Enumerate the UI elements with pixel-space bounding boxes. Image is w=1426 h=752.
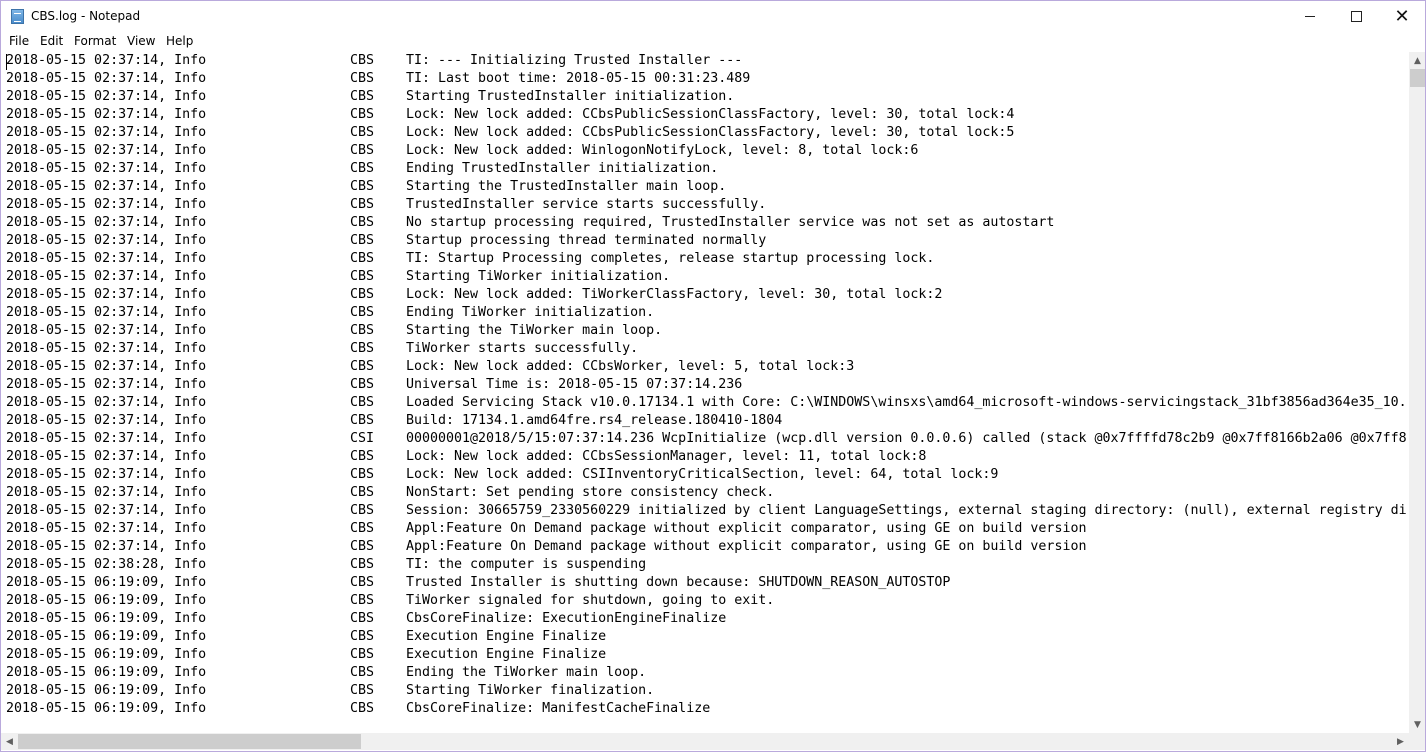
log-message: No startup processing required, TrustedInstaller service was not set as autostart — [406, 215, 1055, 230]
log-message: Starting TiWorker finalization. — [406, 683, 655, 698]
log-timestamp: 2018-05-15 02:37:14, Info — [6, 521, 207, 536]
log-timestamp: 2018-05-15 06:19:09, Info — [6, 629, 207, 644]
minimize-button[interactable] — [1287, 1, 1333, 32]
log-source: CBS — [350, 233, 375, 248]
menu-format[interactable]: Format — [74, 34, 117, 48]
log-source: CBS — [350, 611, 375, 626]
maximize-icon — [1351, 11, 1362, 22]
log-timestamp: 2018-05-15 02:37:14, Info — [6, 305, 207, 320]
log-timestamp: 2018-05-15 02:37:14, Info — [6, 269, 207, 284]
log-timestamp: 2018-05-15 02:38:28, Info — [6, 557, 207, 572]
log-message: Trusted Installer is shutting down because: SHUTDOWN_REASON_AUTOSTOP — [406, 575, 951, 590]
log-source: CBS — [350, 305, 375, 320]
log-message: Lock: New lock added: CCbsSessionManager, level: 11, total lock:8 — [406, 449, 927, 464]
notepad-icon — [11, 9, 24, 24]
log-timestamp: 2018-05-15 02:37:14, Info — [6, 539, 207, 554]
log-message: Starting the TiWorker main loop. — [406, 323, 663, 338]
log-timestamp: 2018-05-15 02:37:14, Info — [6, 161, 207, 176]
log-timestamp: 2018-05-15 06:19:09, Info — [6, 611, 207, 626]
log-message: Lock: New lock added: WinlogonNotifyLock, level: 8, total lock:6 — [406, 143, 919, 158]
log-message: Ending the TiWorker main loop. — [406, 665, 647, 680]
log-source: CBS — [350, 413, 375, 428]
log-source: CBS — [350, 269, 375, 284]
scroll-up-arrow-icon[interactable]: ▲ — [1414, 55, 1421, 66]
log-timestamp: 2018-05-15 06:19:09, Info — [6, 575, 207, 590]
scroll-left-arrow-icon[interactable]: ◀ — [6, 736, 13, 747]
log-source: CBS — [350, 467, 375, 482]
log-message: TI: the computer is suspending — [406, 557, 647, 572]
log-timestamp: 2018-05-15 02:37:14, Info — [6, 233, 207, 248]
log-message: Session: 30665759_2330560229 initialized by client LanguageSettings, external staging directory: (null), external registry di — [406, 503, 1407, 518]
log-source: CBS — [350, 341, 375, 356]
log-timestamp: 2018-05-15 06:19:09, Info — [6, 593, 207, 608]
menu-view[interactable]: View — [127, 34, 156, 48]
log-timestamp: 2018-05-15 06:19:09, Info — [6, 683, 207, 698]
maximize-button[interactable] — [1333, 1, 1379, 32]
minimize-icon — [1305, 16, 1315, 17]
menu-help[interactable]: Help — [166, 34, 194, 48]
log-source: CBS — [350, 629, 375, 644]
log-source: CBS — [350, 521, 375, 536]
log-source: CBS — [350, 539, 375, 554]
log-timestamp: 2018-05-15 02:37:14, Info — [6, 143, 207, 158]
log-source: CBS — [350, 701, 375, 716]
log-timestamp: 2018-05-15 06:19:09, Info — [6, 665, 207, 680]
log-message: Starting TrustedInstaller initialization. — [406, 89, 735, 104]
log-timestamp: 2018-05-15 02:37:14, Info — [6, 251, 207, 266]
log-timestamp: 2018-05-15 02:37:14, Info — [6, 503, 207, 518]
log-message: TI: --- Initializing Trusted Installer --- — [406, 53, 743, 68]
log-source: CBS — [350, 377, 375, 392]
scroll-right-arrow-icon[interactable]: ▶ — [1397, 736, 1404, 747]
log-timestamp: 2018-05-15 02:37:14, Info — [6, 323, 207, 338]
log-message: Execution Engine Finalize — [406, 629, 607, 644]
log-source: CBS — [350, 161, 375, 176]
log-source: CBS — [350, 485, 375, 500]
log-source: CBS — [350, 647, 375, 662]
log-source: CBS — [350, 197, 375, 212]
log-source: CBS — [350, 71, 375, 86]
log-timestamp: 2018-05-15 02:37:14, Info — [6, 215, 207, 230]
log-source: CBS — [350, 395, 375, 410]
log-source: CBS — [350, 449, 375, 464]
log-message: TiWorker starts successfully. — [406, 341, 639, 356]
log-message: 00000001@2018/5/15:07:37:14.236 WcpInitialize (wcp.dll version 0.0.0.6) called (stack @0x7ffffd78c2b9 @0x7ff8166b2a06 @0x7ff8 — [406, 431, 1407, 446]
log-timestamp: 2018-05-15 02:37:14, Info — [6, 53, 207, 68]
log-message: NonStart: Set pending store consistency check. — [406, 485, 775, 500]
log-timestamp: 2018-05-15 02:37:14, Info — [6, 449, 207, 464]
log-message: Lock: New lock added: CCbsPublicSessionClassFactory, level: 30, total lock:4 — [406, 107, 1015, 122]
log-timestamp: 2018-05-15 06:19:09, Info — [6, 647, 207, 662]
log-source: CBS — [350, 107, 375, 122]
close-icon: ✕ — [1394, 5, 1410, 27]
log-timestamp: 2018-05-15 02:37:14, Info — [6, 179, 207, 194]
log-source: CBS — [350, 89, 375, 104]
log-source: CBS — [350, 53, 375, 68]
log-message: Universal Time is: 2018-05-15 07:37:14.236 — [406, 377, 743, 392]
menu-file[interactable]: File — [9, 34, 30, 48]
log-timestamp: 2018-05-15 02:37:14, Info — [6, 287, 207, 302]
log-source: CBS — [350, 323, 375, 338]
log-source: CBS — [350, 287, 375, 302]
menu-bar — [1, 32, 1425, 52]
scroll-down-arrow-icon[interactable]: ▼ — [1414, 719, 1421, 730]
log-timestamp: 2018-05-15 02:37:14, Info — [6, 377, 207, 392]
vertical-scroll-thumb[interactable] — [1410, 69, 1425, 87]
log-timestamp: 2018-05-15 02:37:14, Info — [6, 395, 207, 410]
log-source: CSI — [350, 431, 375, 446]
log-message: Execution Engine Finalize — [406, 647, 607, 662]
log-source: CBS — [350, 575, 375, 590]
log-message: Ending TiWorker initialization. — [406, 305, 655, 320]
log-message: TrustedInstaller service starts successfully. — [406, 197, 767, 212]
log-source: CBS — [350, 665, 375, 680]
horizontal-scroll-thumb[interactable] — [18, 734, 361, 749]
log-message: TiWorker signaled for shutdown, going to exit. — [406, 593, 775, 608]
horizontal-scrollbar[interactable] — [1, 733, 1409, 750]
close-button[interactable] — [1379, 1, 1425, 32]
log-timestamp: 2018-05-15 02:37:14, Info — [6, 359, 207, 374]
log-message: Ending TrustedInstaller initialization. — [406, 161, 719, 176]
log-timestamp: 2018-05-15 02:37:14, Info — [6, 197, 207, 212]
log-timestamp: 2018-05-15 02:37:14, Info — [6, 413, 207, 428]
log-message: CbsCoreFinalize: ExecutionEngineFinalize — [406, 611, 727, 626]
log-timestamp: 2018-05-15 02:37:14, Info — [6, 71, 207, 86]
log-message: Starting TiWorker initialization. — [406, 269, 671, 284]
log-source: CBS — [350, 359, 375, 374]
log-timestamp: 2018-05-15 02:37:14, Info — [6, 89, 207, 104]
log-message: Build: 17134.1.amd64fre.rs4_release.180410-1804 — [406, 413, 783, 428]
log-source: CBS — [350, 593, 375, 608]
window-title: CBS.log - Notepad — [31, 9, 141, 23]
log-timestamp: 2018-05-15 02:37:14, Info — [6, 467, 207, 482]
log-message: Lock: New lock added: CCbsPublicSessionClassFactory, level: 30, total lock:5 — [406, 125, 1015, 140]
log-message: Loaded Servicing Stack v10.0.17134.1 with Core: C:\WINDOWS\winsxs\amd64_microsoft-windows-servicingstack_31bf3856ad364e35_10. — [406, 395, 1407, 410]
menu-edit[interactable]: Edit — [40, 34, 64, 48]
log-timestamp: 2018-05-15 02:37:14, Info — [6, 125, 207, 140]
log-timestamp: 2018-05-15 02:37:14, Info — [6, 107, 207, 122]
scrollbar-corner — [1409, 733, 1426, 750]
log-source: CBS — [350, 125, 375, 140]
vertical-scrollbar[interactable] — [1409, 52, 1426, 733]
log-timestamp: 2018-05-15 02:37:14, Info — [6, 341, 207, 356]
log-message: Appl:Feature On Demand package without explicit comparator, using GE on build version — [406, 521, 1087, 536]
log-timestamp: 2018-05-15 02:37:14, Info — [6, 431, 207, 446]
log-message: Lock: New lock added: CCbsWorker, level: 5, total lock:3 — [406, 359, 855, 374]
log-source: CBS — [350, 179, 375, 194]
log-source: CBS — [350, 683, 375, 698]
log-source: CBS — [350, 557, 375, 572]
log-source: CBS — [350, 215, 375, 230]
log-timestamp: 2018-05-15 02:37:14, Info — [6, 485, 207, 500]
log-message: Startup processing thread terminated normally — [406, 233, 767, 248]
log-message: Appl:Feature On Demand package without explicit comparator, using GE on build version — [406, 539, 1087, 554]
log-message: Lock: New lock added: CSIInventoryCriticalSection, level: 64, total lock:9 — [406, 467, 999, 482]
log-message: Lock: New lock added: TiWorkerClassFactory, level: 30, total lock:2 — [406, 287, 943, 302]
title-bar[interactable] — [1, 1, 1425, 32]
text-editor[interactable] — [1, 52, 1409, 733]
log-message: CbsCoreFinalize: ManifestCacheFinalize — [406, 701, 711, 716]
log-source: CBS — [350, 143, 375, 158]
log-source: CBS — [350, 503, 375, 518]
log-message: TI: Last boot time: 2018-05-15 00:31:23.489 — [406, 71, 751, 86]
log-message: Starting the TrustedInstaller main loop. — [406, 179, 727, 194]
log-message: TI: Startup Processing completes, release startup processing lock. — [406, 251, 935, 266]
log-source: CBS — [350, 251, 375, 266]
log-timestamp: 2018-05-15 06:19:09, Info — [6, 701, 207, 716]
